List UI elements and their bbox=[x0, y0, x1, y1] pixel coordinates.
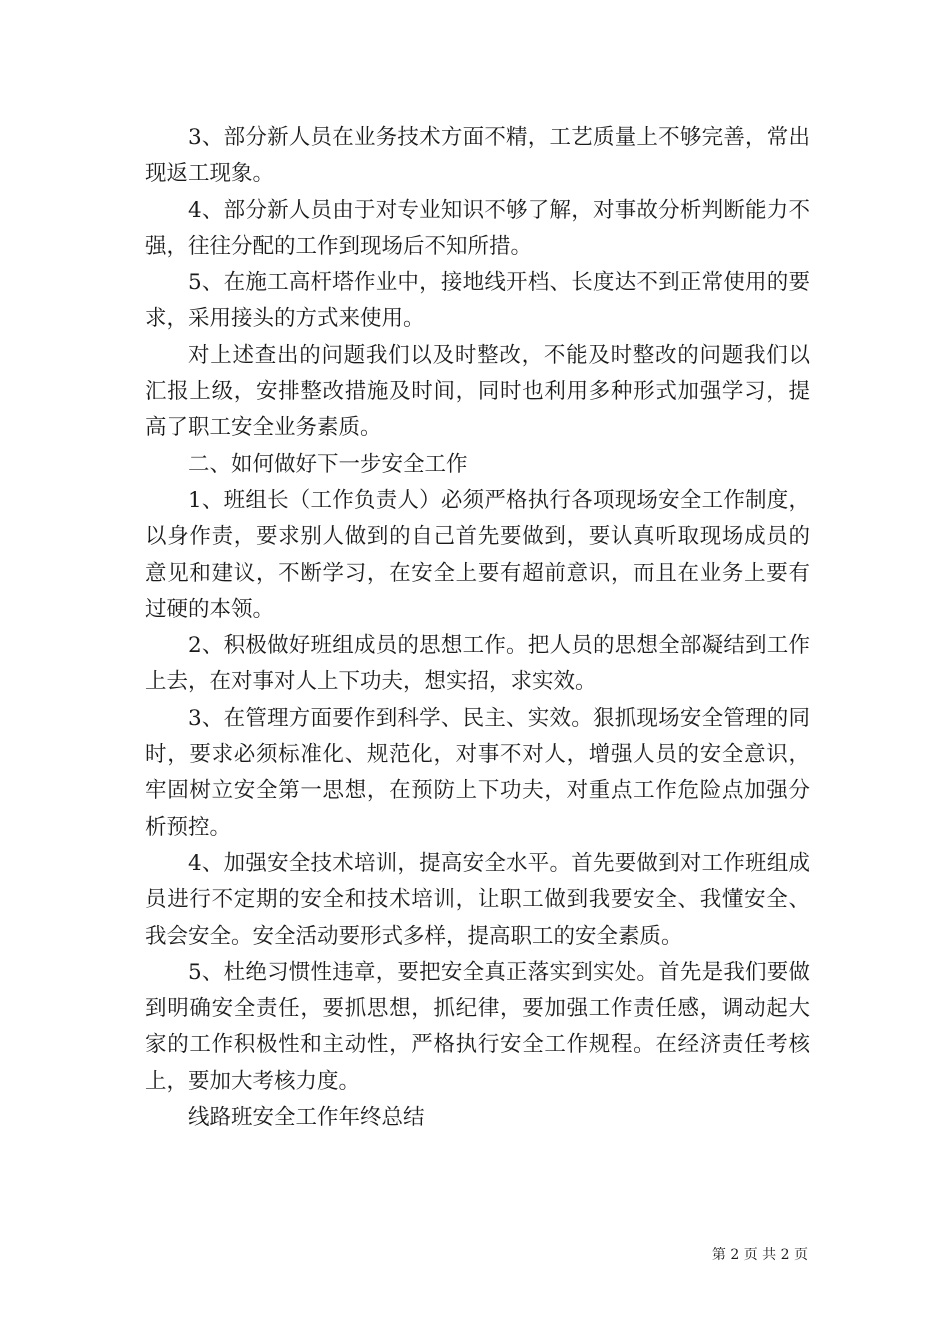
paragraph-issue-4: 4、部分新人员由于对专业知识不够了解，对事故分析判断能力不强，往往分配的工作到现场后不知所措。 bbox=[145, 197, 810, 259]
paragraph-measure-2: 2、积极做好班组成员的思想工作。把人员的思想全部凝结到工作上去，在对事对人上下功夫，想实招，求实效。 bbox=[145, 633, 810, 695]
paragraph-measure-4: 4、加强安全技术培训，提高安全水平。首先要做到对工作班组成员进行不定期的安全和技术培训，让职工做到我要安全、我懂安全、我会安全。安全活动要形式多样，提高职工的安全素质。 bbox=[145, 850, 810, 949]
page-number: 第 2 页 共 2 页 bbox=[711, 1247, 808, 1263]
document-body bbox=[145, 120, 810, 1136]
document-title-trailer: 线路班安全工作年终总结 bbox=[188, 1105, 425, 1131]
paragraph-measure-1: 1、班组长（工作负责人）必须严格执行各项现场安全工作制度，以身作责，要求别人做到的自己首先要做到，要认真听取现场成员的意见和建议，不断学习，在安全上要有超前意识，而且在业务上要有过硬的本领。 bbox=[145, 487, 810, 622]
paragraph-measure-3: 3、在管理方面要作到科学、民主、实效。狠抓现场安全管理的同时，要求必须标准化、规范化，对事不对人，增强人员的安全意识，牢固树立安全第一思想，在预防上下功夫，对重点工作危险点加强分析预控。 bbox=[145, 705, 810, 840]
paragraph-measure-5: 5、杜绝习惯性违章，要把安全真正落实到实处。首先是我们要做到明确安全责任，要抓思想，抓纪律，要加强工作责任感，调动起大家的工作积极性和主动性，严格执行安全工作规程。在经济责任考核上，要加大考核力度。 bbox=[145, 959, 810, 1094]
section-heading-next-steps: 二、如何做好下一步安全工作 bbox=[188, 451, 468, 477]
paragraph-rectification: 对上述查出的问题我们以及时整改，不能及时整改的问题我们以汇报上级，安排整改措施及时间，同时也利用多种形式加强学习，提高了职工安全业务素质。 bbox=[145, 342, 810, 441]
paragraph-issue-3: 3、部分新人员在业务技术方面不精，工艺质量上不够完善，常出现返工现象。 bbox=[145, 125, 810, 187]
paragraph-issue-5: 5、在施工高杆塔作业中，接地线开档、长度达不到正常使用的要求，采用接头的方式来使用。 bbox=[145, 270, 810, 332]
